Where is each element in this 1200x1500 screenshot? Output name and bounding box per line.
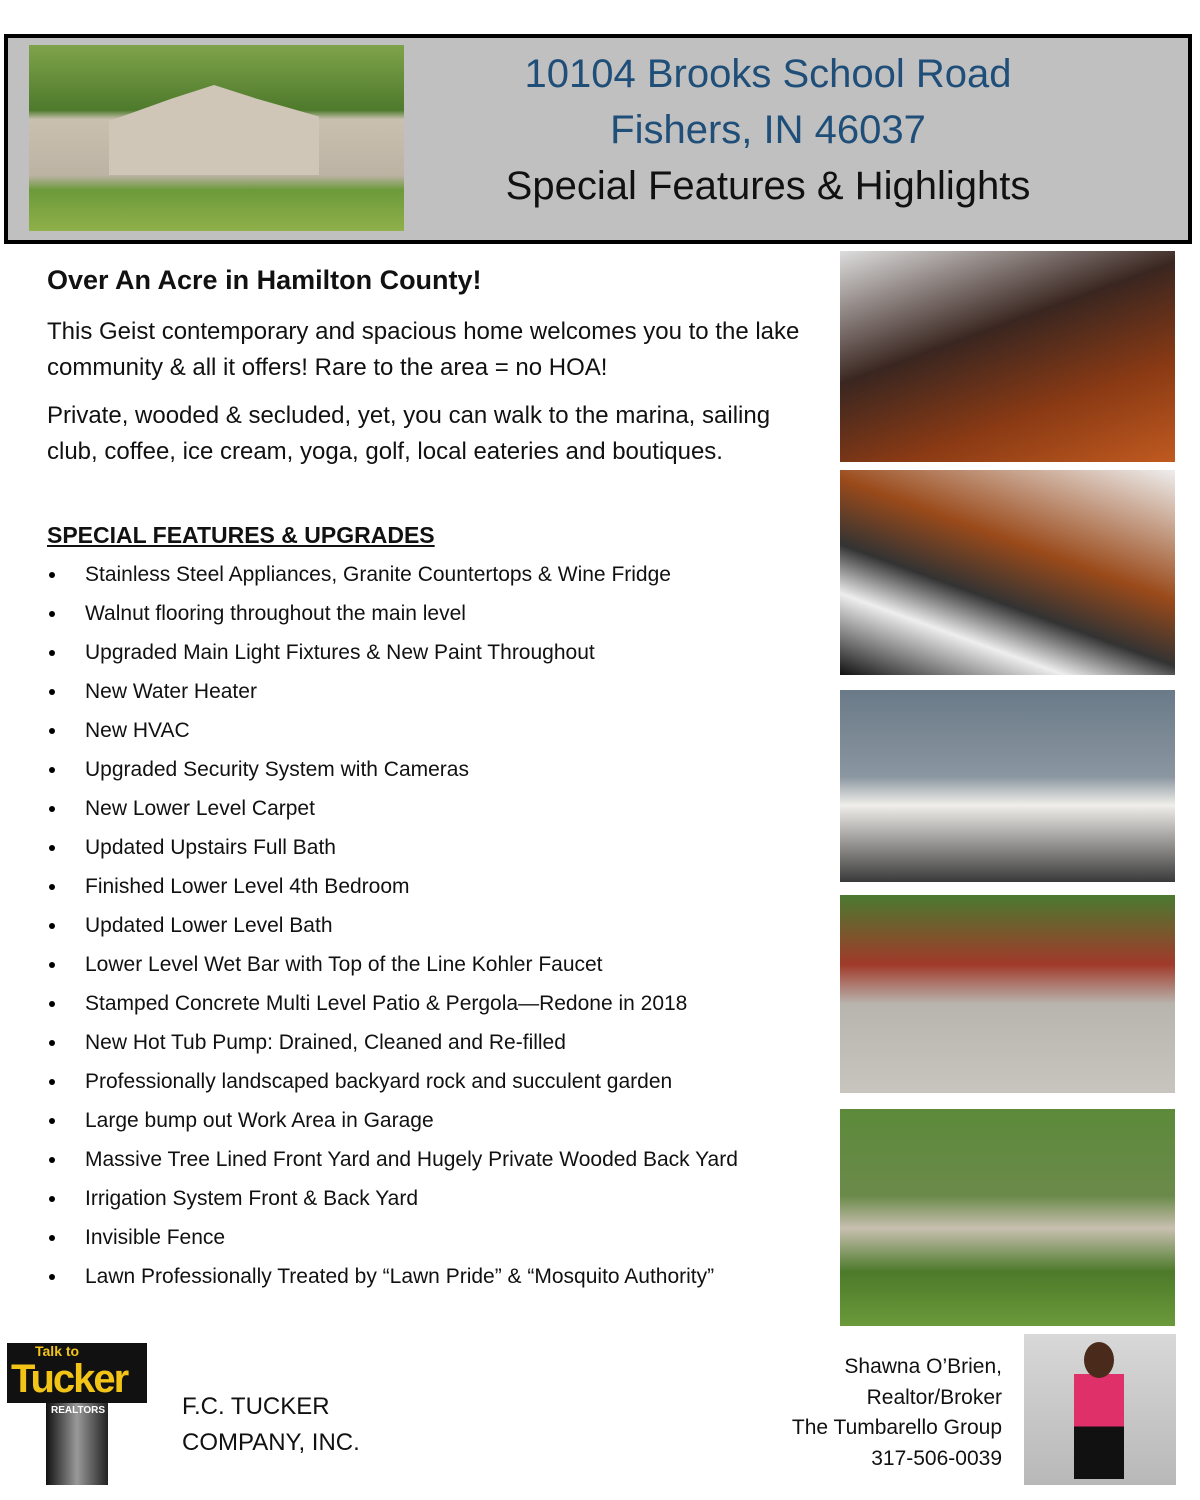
- feature-item: [47, 829, 822, 868]
- feature-item: [47, 985, 822, 1024]
- feature-text: Large bump out Work Area in Garage: [85, 1109, 434, 1132]
- bullet-icon: [49, 1157, 55, 1163]
- living-room-overhead-photo: [840, 470, 1175, 675]
- bullet-icon: [49, 767, 55, 773]
- feature-text: New Water Heater: [85, 680, 257, 703]
- bullet-icon: [49, 1274, 55, 1280]
- feature-text: New Hot Tub Pump: Drained, Cleaned and Re-filled: [85, 1031, 566, 1054]
- tucker-logo: [7, 1343, 147, 1485]
- bullet-icon: [49, 1001, 55, 1007]
- feature-text: Irrigation System Front & Back Yard: [85, 1187, 419, 1210]
- features-list: [47, 556, 822, 1297]
- kitchen-photo: [840, 251, 1175, 462]
- feature-text: Upgraded Security System with Cameras: [85, 758, 469, 781]
- feature-item: [47, 907, 822, 946]
- feature-item: [47, 1024, 822, 1063]
- agent-title: Realtor/Broker: [866, 1385, 1002, 1409]
- feature-text: New Lower Level Carpet: [85, 797, 315, 820]
- intro-heading: Over An Acre in Hamilton County!: [47, 265, 482, 295]
- address-line1: 10104 Brooks School Road: [524, 52, 1012, 96]
- flyer-subtitle: Special Features & Highlights: [505, 164, 1031, 208]
- feature-text: Stamped Concrete Multi Level Patio & Pergola—Redone in 2018: [85, 992, 688, 1015]
- bullet-icon: [49, 845, 55, 851]
- feature-item: [47, 595, 822, 634]
- address-line2: Fishers, IN 46037: [610, 108, 926, 152]
- bullet-icon: [49, 1118, 55, 1124]
- main-content: [47, 262, 822, 1297]
- house-exterior-photo: [29, 45, 404, 231]
- logo-text-2: Tucker: [11, 1357, 128, 1401]
- feature-text: Updated Upstairs Full Bath: [85, 836, 336, 859]
- bullet-icon: [49, 962, 55, 968]
- backyard-photo: [840, 1109, 1175, 1326]
- agent-phone: 317-506-0039: [871, 1446, 1002, 1470]
- family-room-photo: [840, 690, 1175, 882]
- feature-text: Lower Level Wet Bar with Top of the Line Kohler Faucet: [85, 953, 603, 976]
- feature-item: [47, 751, 822, 790]
- bullet-icon: [49, 1040, 55, 1046]
- bullet-icon: [49, 1235, 55, 1241]
- bullet-icon: [49, 650, 55, 656]
- feature-text: New HVAC: [85, 719, 190, 742]
- feature-item: [47, 946, 822, 985]
- bullet-icon: [49, 572, 55, 578]
- feature-item: [47, 1258, 822, 1297]
- logo-text-1: Talk to: [35, 1343, 80, 1359]
- bullet-icon: [49, 611, 55, 617]
- agent-group: The Tumbarello Group: [791, 1416, 1002, 1439]
- bullet-icon: [49, 1196, 55, 1202]
- feature-item: [47, 1063, 822, 1102]
- header-banner: [4, 34, 1192, 244]
- logo-text-3: REALTORS: [51, 1405, 106, 1416]
- bullet-icon: [49, 689, 55, 695]
- agent-info: [792, 1352, 1002, 1474]
- feature-text: Lawn Professionally Treated by “Lawn Pride” & “Mosquito Authority”: [85, 1265, 715, 1288]
- features-heading: SPECIAL FEATURES & UPGRADES: [47, 522, 435, 548]
- feature-text: Walnut flooring throughout the main level: [85, 602, 466, 625]
- feature-item: [47, 712, 822, 751]
- intro-paragraph-2: Private, wooded & secluded, yet, you can walk to the marina, sailing club, coffee, ice cream, yoga, golf, local eateries and boutiques.: [47, 402, 771, 465]
- feature-item: [47, 1180, 822, 1219]
- bullet-icon: [49, 884, 55, 890]
- bullet-icon: [49, 923, 55, 929]
- feature-text: Stainless Steel Appliances, Granite Countertops & Wine Fridge: [85, 563, 671, 586]
- feature-item: [47, 1219, 822, 1258]
- feature-text: Upgraded Main Light Fixtures & New Paint Throughout: [85, 641, 595, 664]
- agent-name: Shawna O’Brien,: [844, 1355, 1002, 1378]
- feature-text: Professionally landscaped backyard rock and succulent garden: [85, 1070, 673, 1093]
- feature-item: [47, 868, 822, 907]
- feature-text: Massive Tree Lined Front Yard and Hugely Private Wooded Back Yard: [85, 1148, 738, 1171]
- feature-item: [47, 556, 822, 595]
- feature-item: [47, 1141, 822, 1180]
- bullet-icon: [49, 806, 55, 812]
- bullet-icon: [49, 1079, 55, 1085]
- feature-item: [47, 1102, 822, 1141]
- patio-pergola-photo: [840, 895, 1175, 1093]
- agent-headshot: [1024, 1334, 1176, 1485]
- feature-item: [47, 634, 822, 673]
- feature-text: Finished Lower Level 4th Bedroom: [85, 875, 410, 898]
- company-line2: COMPANY, INC.: [182, 1429, 360, 1456]
- bullet-icon: [49, 728, 55, 734]
- intro-paragraph-1: This Geist contemporary and spacious home welcomes you to the lake community & all it offers! Rare to the area = no HOA!: [47, 318, 800, 381]
- feature-text: Updated Lower Level Bath: [85, 914, 333, 937]
- feature-text: Invisible Fence: [85, 1226, 226, 1249]
- feature-item: [47, 673, 822, 712]
- company-name: [182, 1389, 360, 1461]
- company-line1: F.C. TUCKER: [182, 1393, 330, 1420]
- feature-item: [47, 790, 822, 829]
